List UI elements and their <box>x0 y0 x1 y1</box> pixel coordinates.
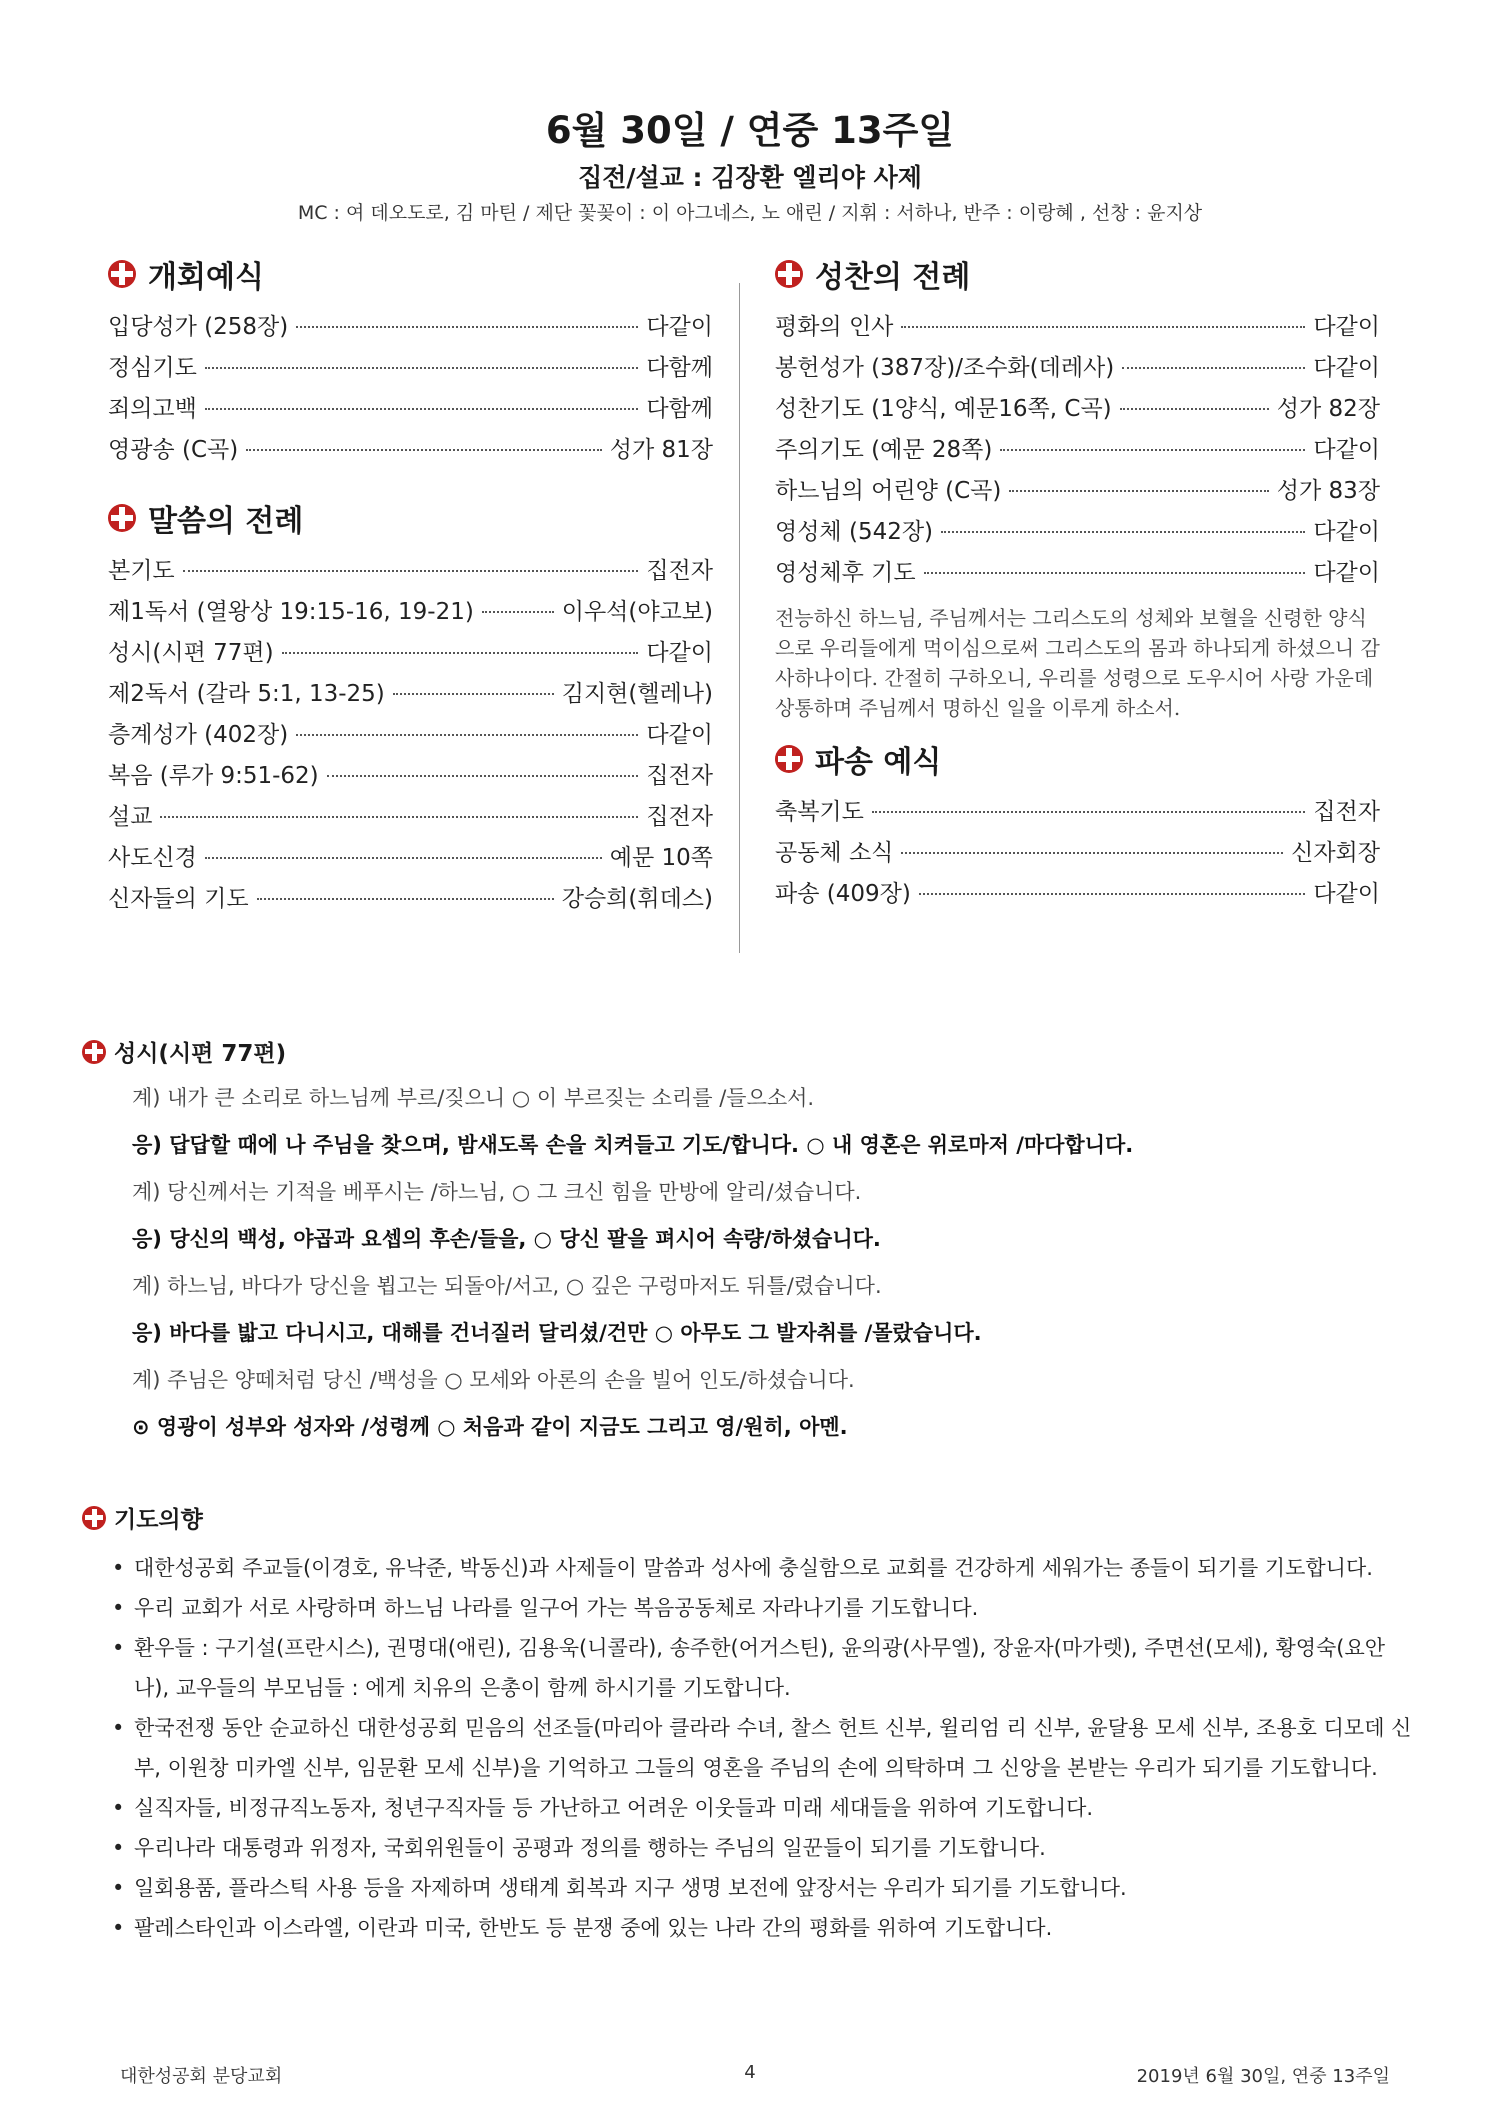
psalm-response: ⊙ 영광이 성부와 성자와 /성령께 ○ 처음과 같이 지금도 그리고 영/원히, 아멘. <box>132 1415 848 1439</box>
order-item-value: 성가 81장 <box>609 437 713 463</box>
order-item <box>775 793 1380 834</box>
order-item <box>108 880 713 921</box>
order-item <box>108 716 713 757</box>
intentions-heading <box>82 1501 203 1534</box>
page-credits: MC : 여 데오도로, 김 마틴 / 제단 꽃꽂이 : 이 아그네스, 노 애린 / 지휘 : 서하나, 반주 : 이랑혜 , 선창 : 윤지상 <box>297 202 1203 224</box>
order-item <box>108 757 713 798</box>
order-item-value: 신자회장 <box>1291 840 1380 866</box>
list-item <box>112 1828 1412 1868</box>
order-item <box>775 308 1380 349</box>
order-item-label: 복음 (루가 9:51-62) <box>108 763 319 789</box>
psalm-verse: 계) 주님은 양떼처럼 당신 /백성을 ○ 모세와 아론의 손을 빌어 인도/하셨습니다. <box>132 1368 855 1392</box>
order-item-label: 층계성가 (402장) <box>108 722 289 748</box>
list-item <box>112 1548 1412 1588</box>
order-item <box>108 675 713 716</box>
leader-dots <box>205 857 602 859</box>
order-item-label: 성찬기도 (1양식, 예문16쪽, C곡) <box>775 396 1112 422</box>
red-cross-icon <box>775 745 803 773</box>
order-item <box>108 308 713 349</box>
intention-text: 일회용품, 플라스틱 사용 등을 자제하며 생태계 회복과 지구 생명 보전에 앞장서는 우리가 되기를 기도합니다. <box>134 1876 1127 1900</box>
order-item-value: 성가 82장 <box>1276 396 1380 422</box>
order-item-label: 설교 <box>108 804 153 830</box>
intention-text: 한국전쟁 동안 순교하신 대한성공회 믿음의 선조들(마리아 클라라 수녀, 찰스 헌트 신부, 윌리엄 리 신부, 윤달용 모세 신부, 조용호 디모데 신부, 이원창 미카엘 신부, 임문환 모세 신부)을 기억하고 그들의 영혼을 주님의 손에 의탁하며 그 신앙을 본받는 우리가 되기를 기도합니다. <box>134 1716 1412 1780</box>
order-item <box>775 834 1380 875</box>
leader-dots <box>327 775 639 777</box>
leader-dots <box>482 611 554 613</box>
red-cross-icon <box>108 260 136 288</box>
footer-church: 대한성공회 분당교회 <box>120 2066 283 2087</box>
leader-dots <box>901 852 1283 854</box>
red-cross-icon <box>82 1506 106 1530</box>
order-item-label: 사도신경 <box>108 845 197 871</box>
list-item <box>112 1588 1412 1628</box>
intention-text: 실직자들, 비정규직노동자, 청년구직자들 등 가난하고 어려운 이웃들과 미래 세대들을 위하여 기도합니다. <box>134 1796 1094 1820</box>
red-cross-icon <box>82 1040 106 1064</box>
intentions-list <box>112 1548 1412 1948</box>
order-item <box>108 839 713 880</box>
column-divider <box>739 283 740 953</box>
section-heading-dismissal <box>775 735 1380 783</box>
red-cross-icon <box>775 260 803 288</box>
leader-dots <box>1122 367 1305 369</box>
leader-dots <box>282 652 639 654</box>
list-item <box>112 1708 1412 1788</box>
order-item-value: 이우석(야고보) <box>561 599 713 625</box>
order-item-label: 신자들의 기도 <box>108 886 249 912</box>
order-item-value: 다같이 <box>646 722 713 748</box>
psalm-response: 응) 당신의 백성, 야곱과 요셉의 후손/들을, ○ 당신 팔을 펴시어 속량/하셨습니다. <box>132 1227 881 1251</box>
psalm-heading <box>82 1035 286 1068</box>
order-item-value: 김지현(헬레나) <box>561 681 713 707</box>
leader-dots <box>160 816 638 818</box>
order-item <box>108 634 713 675</box>
leader-dots <box>901 326 1305 328</box>
order-item-value: 집전자 <box>646 558 713 584</box>
bullet-icon: • <box>112 1596 125 1620</box>
leader-dots <box>183 570 639 572</box>
leader-dots <box>924 572 1306 574</box>
section-title: 파송 예식 <box>815 745 942 780</box>
psalm-title: 성시(시편 77편) <box>114 1041 287 1067</box>
order-item-label: 영성체 (542장) <box>775 519 934 545</box>
list-item <box>112 1628 1412 1708</box>
order-item-label: 봉헌성가 (387장)/조수화(데레사) <box>775 355 1115 381</box>
intention-text: 대한성공회 주교들(이경호, 유낙준, 박동신)과 사제들이 말씀과 성사에 충실함으로 교회를 건강하게 세워가는 종들이 되기를 기도합니다. <box>134 1556 1373 1580</box>
psalm-response: 응) 바다를 밟고 다니시고, 대해를 건너질러 달리셨/건만 ○ 아무도 그 발자취를 /몰랐습니다. <box>132 1321 982 1345</box>
order-item-label: 정심기도 <box>108 355 197 381</box>
order-item-label: 파송 (409장) <box>775 881 911 907</box>
order-item <box>108 552 713 593</box>
order-list <box>108 552 713 921</box>
leader-dots <box>296 326 638 328</box>
order-item-value: 강승희(휘데스) <box>561 886 713 912</box>
order-item <box>775 472 1380 513</box>
leader-dots <box>872 811 1305 813</box>
post-communion-prayer: 전능하신 하느님, 주님께서는 그리스도의 성체와 보혈을 신령한 양식으로 우리들에게 먹이심으로써 그리스도의 몸과 하나되게 하셨으니 감사하나이다. 간절히 구하오니, 우리를 성령으로 도우시어 사랑 가운데 상통하며 주님께서 명하신 일을 이루게 하소서. <box>775 606 1380 720</box>
leader-dots <box>941 531 1305 533</box>
bullet-icon: • <box>112 1916 125 1940</box>
order-item <box>775 431 1380 472</box>
bullet-icon: • <box>112 1556 125 1580</box>
leader-dots <box>1009 490 1268 492</box>
psalm-verse: 계) 내가 큰 소리로 하느님께 부르/짖으니 ○ 이 부르짖는 소리를 /들으소서. <box>132 1086 815 1110</box>
order-item-label: 제1독서 (열왕상 19:15-16, 19-21) <box>108 599 474 625</box>
order-item-label: 주의기도 (예문 28쪽) <box>775 437 993 463</box>
bullet-icon: • <box>112 1636 125 1660</box>
order-item <box>108 349 713 390</box>
intention-text: 우리 교회가 서로 사랑하며 하느님 나라를 일구어 가는 복음공동체로 자라나기를 기도합니다. <box>134 1596 979 1620</box>
page-title: 6월 30일 / 연중 13주일 <box>545 109 955 152</box>
order-item-value: 다같이 <box>1313 519 1380 545</box>
order-item-value: 다함께 <box>646 355 713 381</box>
leader-dots <box>205 408 638 410</box>
bullet-icon: • <box>112 1716 125 1740</box>
section-heading-word <box>108 494 713 542</box>
order-item <box>108 798 713 839</box>
section-heading-eucharist <box>775 250 1380 298</box>
leader-dots <box>919 893 1306 895</box>
leader-dots <box>257 898 554 900</box>
section-title: 개회예식 <box>148 260 264 295</box>
order-item-label: 평화의 인사 <box>775 314 894 340</box>
intention-text: 우리나라 대통령과 위정자, 국회위원들이 공평과 정의를 행하는 주님의 일꾼들이 되기를 기도합니다. <box>134 1836 1046 1860</box>
list-item <box>112 1868 1412 1908</box>
order-item-value: 다같이 <box>1313 560 1380 586</box>
bullet-icon: • <box>112 1796 125 1820</box>
section-title: 성찬의 전례 <box>815 260 971 295</box>
psalm-verse: 계) 당신께서는 기적을 베푸시는 /하느님, ○ 그 크신 힘을 만방에 알리/셨습니다. <box>132 1180 862 1204</box>
order-item-value: 다함께 <box>646 396 713 422</box>
order-item-value: 다같이 <box>1313 355 1380 381</box>
intention-text: 팔레스타인과 이스라엘, 이란과 미국, 한반도 등 분쟁 중에 있는 나라 간의 평화를 위하여 기도합니다. <box>134 1916 1053 1940</box>
order-item <box>108 390 713 431</box>
section-heading-opening <box>108 250 713 298</box>
psalm-response: 응) 답답할 때에 나 주님을 찾으며, 밤새도록 손을 치켜들고 기도/합니다. ○ 내 영혼은 위로마저 /마다합니다. <box>132 1133 1134 1157</box>
order-item-value: 다같이 <box>646 640 713 666</box>
leader-dots <box>205 367 638 369</box>
right-column <box>775 250 1380 916</box>
order-item-label: 공동체 소식 <box>775 840 894 866</box>
order-item-value: 다같이 <box>646 314 713 340</box>
order-item <box>775 390 1380 431</box>
order-item-value: 다같이 <box>1313 881 1380 907</box>
order-item <box>775 349 1380 390</box>
leader-dots <box>393 693 554 695</box>
order-item-value: 다같이 <box>1313 314 1380 340</box>
leader-dots <box>296 734 638 736</box>
intention-text: 환우들 : 구기설(프란시스), 권명대(애린), 김용욱(니콜라), 송주한(어거스틴), 윤의광(사무엘), 장윤자(마가렛), 주면선(모세), 황영숙(요안나), 교우들의 부모님들 : 에게 치유의 은총이 함께 하시기를 기도합니다. <box>134 1636 1386 1700</box>
left-column <box>108 250 713 921</box>
leader-dots <box>1000 449 1305 451</box>
psalm-verse: 계) 하느님, 바다가 당신을 뵙고는 되돌아/서고, ○ 깊은 구렁마저도 뒤틀/렸습니다. <box>132 1274 882 1298</box>
order-item-label: 영광송 (C곡) <box>108 437 239 463</box>
order-item <box>775 875 1380 916</box>
order-item <box>108 593 713 634</box>
order-item-label: 제2독서 (갈라 5:1, 13-25) <box>108 681 385 707</box>
order-list <box>775 793 1380 916</box>
list-item <box>112 1908 1412 1948</box>
intentions-title: 기도의향 <box>114 1507 203 1533</box>
order-item <box>108 431 713 472</box>
red-cross-icon <box>108 504 136 532</box>
order-item-value: 다같이 <box>1313 437 1380 463</box>
order-item-label: 죄의고백 <box>108 396 197 422</box>
order-item-value: 성가 83장 <box>1276 478 1380 504</box>
order-item-value: 집전자 <box>1313 799 1380 825</box>
psalm-lines <box>132 1082 1432 1458</box>
order-item-label: 영성체후 기도 <box>775 560 916 586</box>
leader-dots <box>246 449 602 451</box>
section-title: 말씀의 전례 <box>148 504 304 539</box>
order-item-label: 성시(시편 77편) <box>108 640 274 666</box>
footer-date: 2019년 6월 30일, 연중 13주일 <box>1136 2066 1390 2087</box>
order-list <box>108 308 713 472</box>
page-subtitle: 집전/설교 : 김장환 엘리야 사제 <box>578 163 922 192</box>
bullet-icon: • <box>112 1836 125 1860</box>
order-item <box>775 513 1380 554</box>
order-list <box>775 308 1380 595</box>
footer-page-number: 4 <box>744 2062 756 2083</box>
bullet-icon: • <box>112 1876 125 1900</box>
order-item-value: 집전자 <box>646 763 713 789</box>
order-item-value: 예문 10쪽 <box>609 845 713 871</box>
order-item <box>775 554 1380 595</box>
order-item-label: 하느님의 어린양 (C곡) <box>775 478 1002 504</box>
order-item-value: 집전자 <box>646 804 713 830</box>
list-item <box>112 1788 1412 1828</box>
leader-dots <box>1120 408 1269 410</box>
order-item-label: 본기도 <box>108 558 175 584</box>
order-item-label: 축복기도 <box>775 799 864 825</box>
order-item-label: 입당성가 (258장) <box>108 314 289 340</box>
